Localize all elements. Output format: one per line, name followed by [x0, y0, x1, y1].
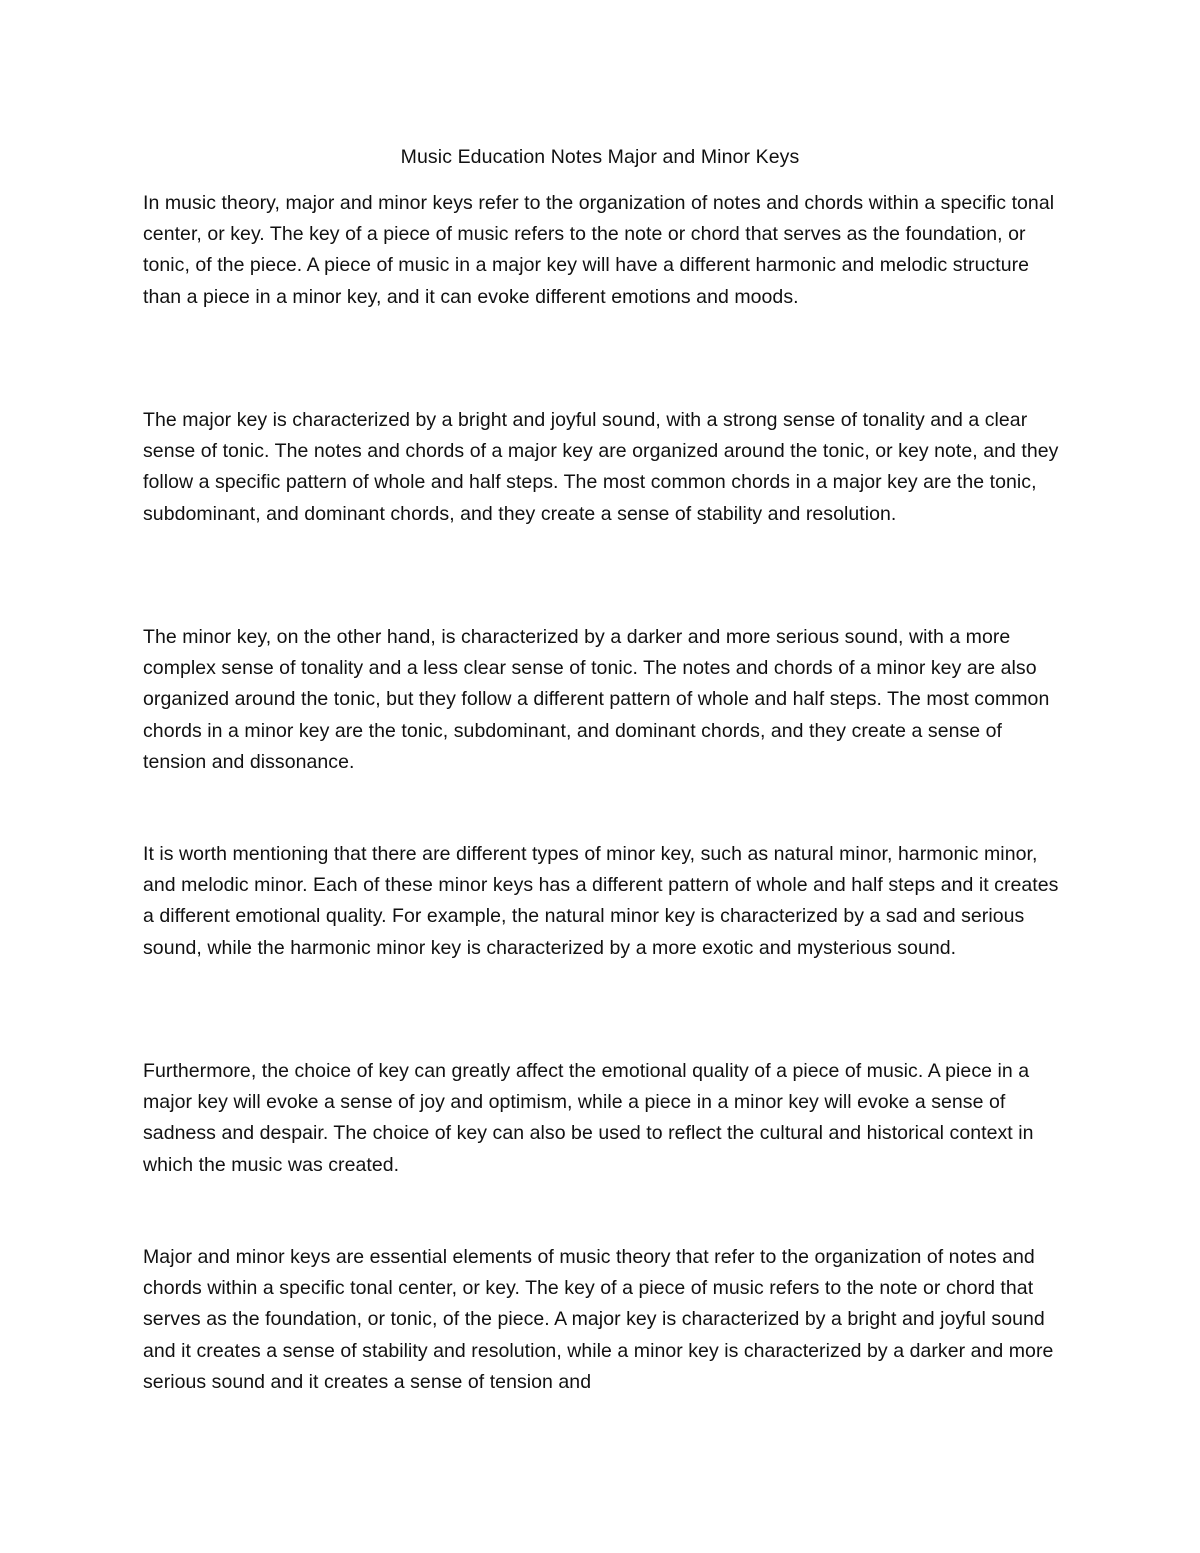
paragraph-minor-types: It is worth mentioning that there are different types of minor key, such as natural minor, harmonic minor, and melodic minor. Each of these minor keys has a different pattern of whole and half steps and it creates a different emotional quality. For example, the natural minor key is characterized by a sad and serious sound, while the harmonic minor key is characterized by a more exotic and mysterious sound.	[143, 843, 1059, 959]
paragraph-major-key: The major key is characterized by a bright and joyful sound, with a strong sense of tonality and a clear sense of tonic. The notes and chords of a major key are organized around the tonic, or key note, and they follow a specific pattern of whole and half steps. The most common chords in a major key are the tonic, subdominant, and dominant chords, and they create a sense of stability and resolution.	[143, 409, 1059, 525]
document-title: Music Education Notes Major and Minor Keys	[400, 146, 800, 168]
paragraph-minor-key: The minor key, on the other hand, is characterized by a darker and more serious sound, with a more complex sense of tonality and a less clear sense of tonic. The notes and chords of a minor key are also organized around the tonic, but they follow a different pattern of whole and half steps. The most common chords in a minor key are the tonic, subdominant, and dominant chords, and they create a sense of tension and dissonance.	[143, 626, 1050, 773]
paragraph-summary: Major and minor keys are essential elements of music theory that refer to the organization of notes and chords within a specific tonal center, or key. The key of a piece of music refers to the note or chord that serves as the foundation, or tonic, of the piece. A major key is characterized by a bright and joyful sound and it creates a sense of stability and resolution, while a minor key is characterized by a darker and more serious sound and it creates a sense of tension and	[143, 1246, 1054, 1393]
paragraph-intro: In music theory, major and minor keys refer to the organization of notes and chords within a specific tonal center, or key. The key of a piece of music refers to the note or chord that serves as the foundation, or tonic, of the piece. A piece of music in a major key will have a different harmonic and melodic structure than a piece in a minor key, and it can evoke different emotions and moods.	[143, 192, 1055, 308]
paragraph-emotional-quality: Furthermore, the choice of key can greatly affect the emotional quality of a piece of music. A piece in a major key will evoke a sense of joy and optimism, while a piece in a minor key will evoke a sense of sadness and despair. The choice of key can also be used to reflect the cultural and historical context in which the music was created.	[143, 1060, 1034, 1176]
